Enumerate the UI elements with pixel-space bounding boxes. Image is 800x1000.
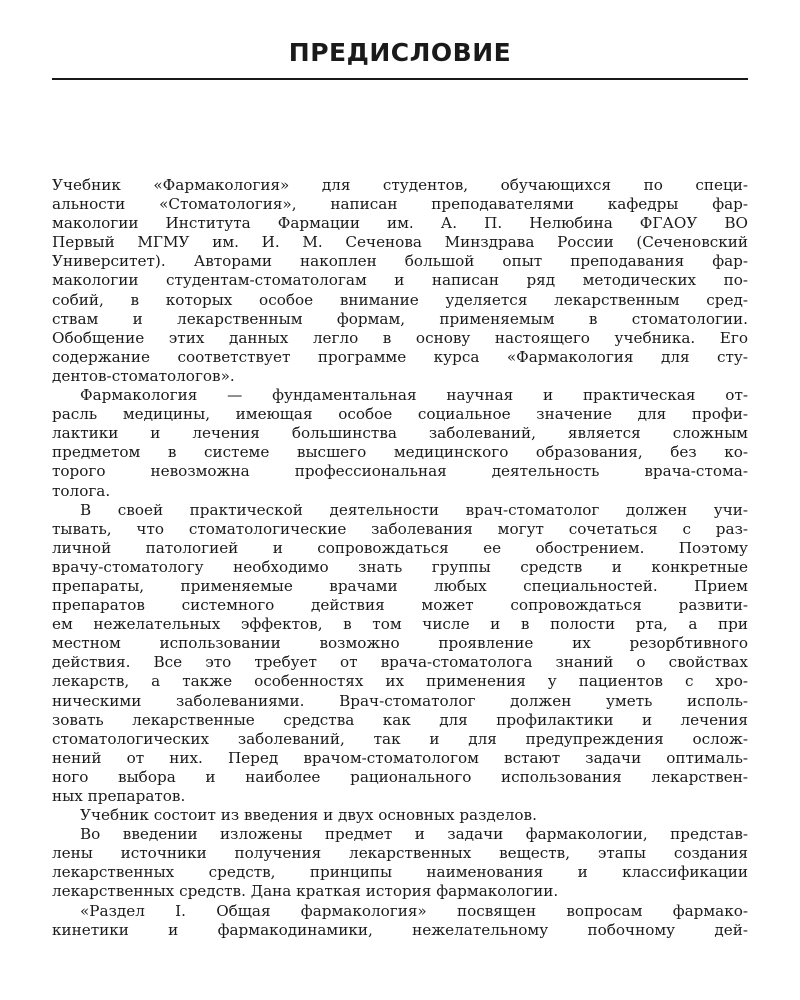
text-line: препаратов системного действия может сопровождаться развити- [52, 596, 748, 615]
text-line: стоматологических заболеваний, так и для предупреждения ослож- [52, 729, 748, 748]
page-heading: ПРЕДИСЛОВИЕ [288, 38, 512, 67]
text-line: зовать лекарственные средства как для профилактики и лечения [52, 710, 748, 729]
text-line: макологии Института Фармации им. А. П. Нелюбина ФГАОУ ВО [52, 214, 748, 233]
text-line: содержание соответствует программе курса «Фармакология для сту- [52, 347, 748, 366]
paragraph [52, 176, 748, 386]
text-line: врачу-стоматологу необходимо знать группы средств и конкретные [52, 557, 748, 576]
text-line: лекарственных средств. Дана краткая история фармакологии. [52, 882, 559, 901]
text-line: действия. Все это требует от врача-стоматолога знаний о свойствах [52, 653, 748, 672]
text-line: личной патологией и сопровождаться ее обострением. Поэтому [52, 538, 748, 557]
text-line: торого невозможна профессиональная деятельность врача-стома- [52, 462, 748, 481]
text-line: тывать, что стоматологические заболевания могут сочетаться с раз- [52, 519, 748, 538]
text-line: собий, в которых особое внимание уделяется лекарственным сред- [52, 290, 748, 309]
text-line: нений от них. Перед врачом-стоматологом встают задачи оптималь- [52, 748, 748, 767]
text-line: толога. [52, 481, 111, 500]
paragraph [52, 806, 748, 825]
text-line: макологии студентам-стоматологам и написан ряд методических по- [52, 271, 748, 290]
paragraph [52, 386, 748, 501]
text-line: альности «Стоматология», написан преподавателями кафедры фар- [52, 195, 748, 214]
paragraph [52, 902, 748, 940]
text-line: Во введении изложены предмет и задачи фармакологии, представ- [80, 825, 748, 844]
text-line: ем нежелательных эффектов, в том числе и в полости рта, а при [52, 615, 748, 634]
text-line: препараты, применяемые врачами любых специальностей. Прием [52, 576, 748, 595]
text-line: ного выбора и наиболее рационального использования лекарствен- [52, 767, 748, 786]
text-line: предметом в системе высшего медицинского образования, без ко- [52, 443, 748, 462]
text-line: Первый МГМУ им. И. М. Сеченова Минздрава России (Сеченовский [52, 233, 748, 252]
text-line: Учебник состоит из введения и двух основных разделов. [80, 806, 537, 825]
text-line: расль медицины, имеющая особое социальное значение для профи- [52, 405, 748, 424]
text-line: Университет). Авторами накоплен большой опыт преподавания фар- [52, 252, 748, 271]
text-line: Фармакология — фундаментальная научная и практическая от- [80, 386, 748, 405]
text-line: дентов-стоматологов». [52, 366, 235, 385]
body-text [52, 176, 748, 940]
text-line: Учебник «Фармакология» для студентов, обучающихся по специ- [52, 176, 748, 194]
paragraph [52, 825, 748, 901]
text-line: ных препаратов. [52, 787, 186, 805]
text-line: Обобщение этих данных легло в основу настоящего учебника. Его [52, 328, 748, 347]
text-line: лекарственных средств, принципы наименования и классификации [52, 863, 748, 882]
text-line: местном использовании возможно проявление их резорбтивного [52, 634, 748, 653]
text-line: лактики и лечения большинства заболеваний, является сложным [52, 424, 748, 443]
heading-underline [52, 78, 748, 80]
text-line: лены источники получения лекарственных веществ, этапы создания [52, 844, 748, 863]
paragraph [52, 501, 748, 807]
text-line: ническими заболеваниями. Врач-стоматолог должен уметь исполь- [52, 691, 748, 710]
text-line: кинетики и фармакодинамики, нежелательному побочному дей- [52, 920, 748, 939]
text-line: лекарств, а также особенностях их применения у пациентов с хро- [52, 672, 748, 691]
text-line: «Раздел I. Общая фармакология» посвящен вопросам фармако- [80, 901, 748, 920]
text-line: ствам и лекарственным формам, применяемым в стоматологии. [52, 309, 748, 328]
text-line: В своей практической деятельности врач-стоматолог должен учи- [80, 500, 748, 519]
